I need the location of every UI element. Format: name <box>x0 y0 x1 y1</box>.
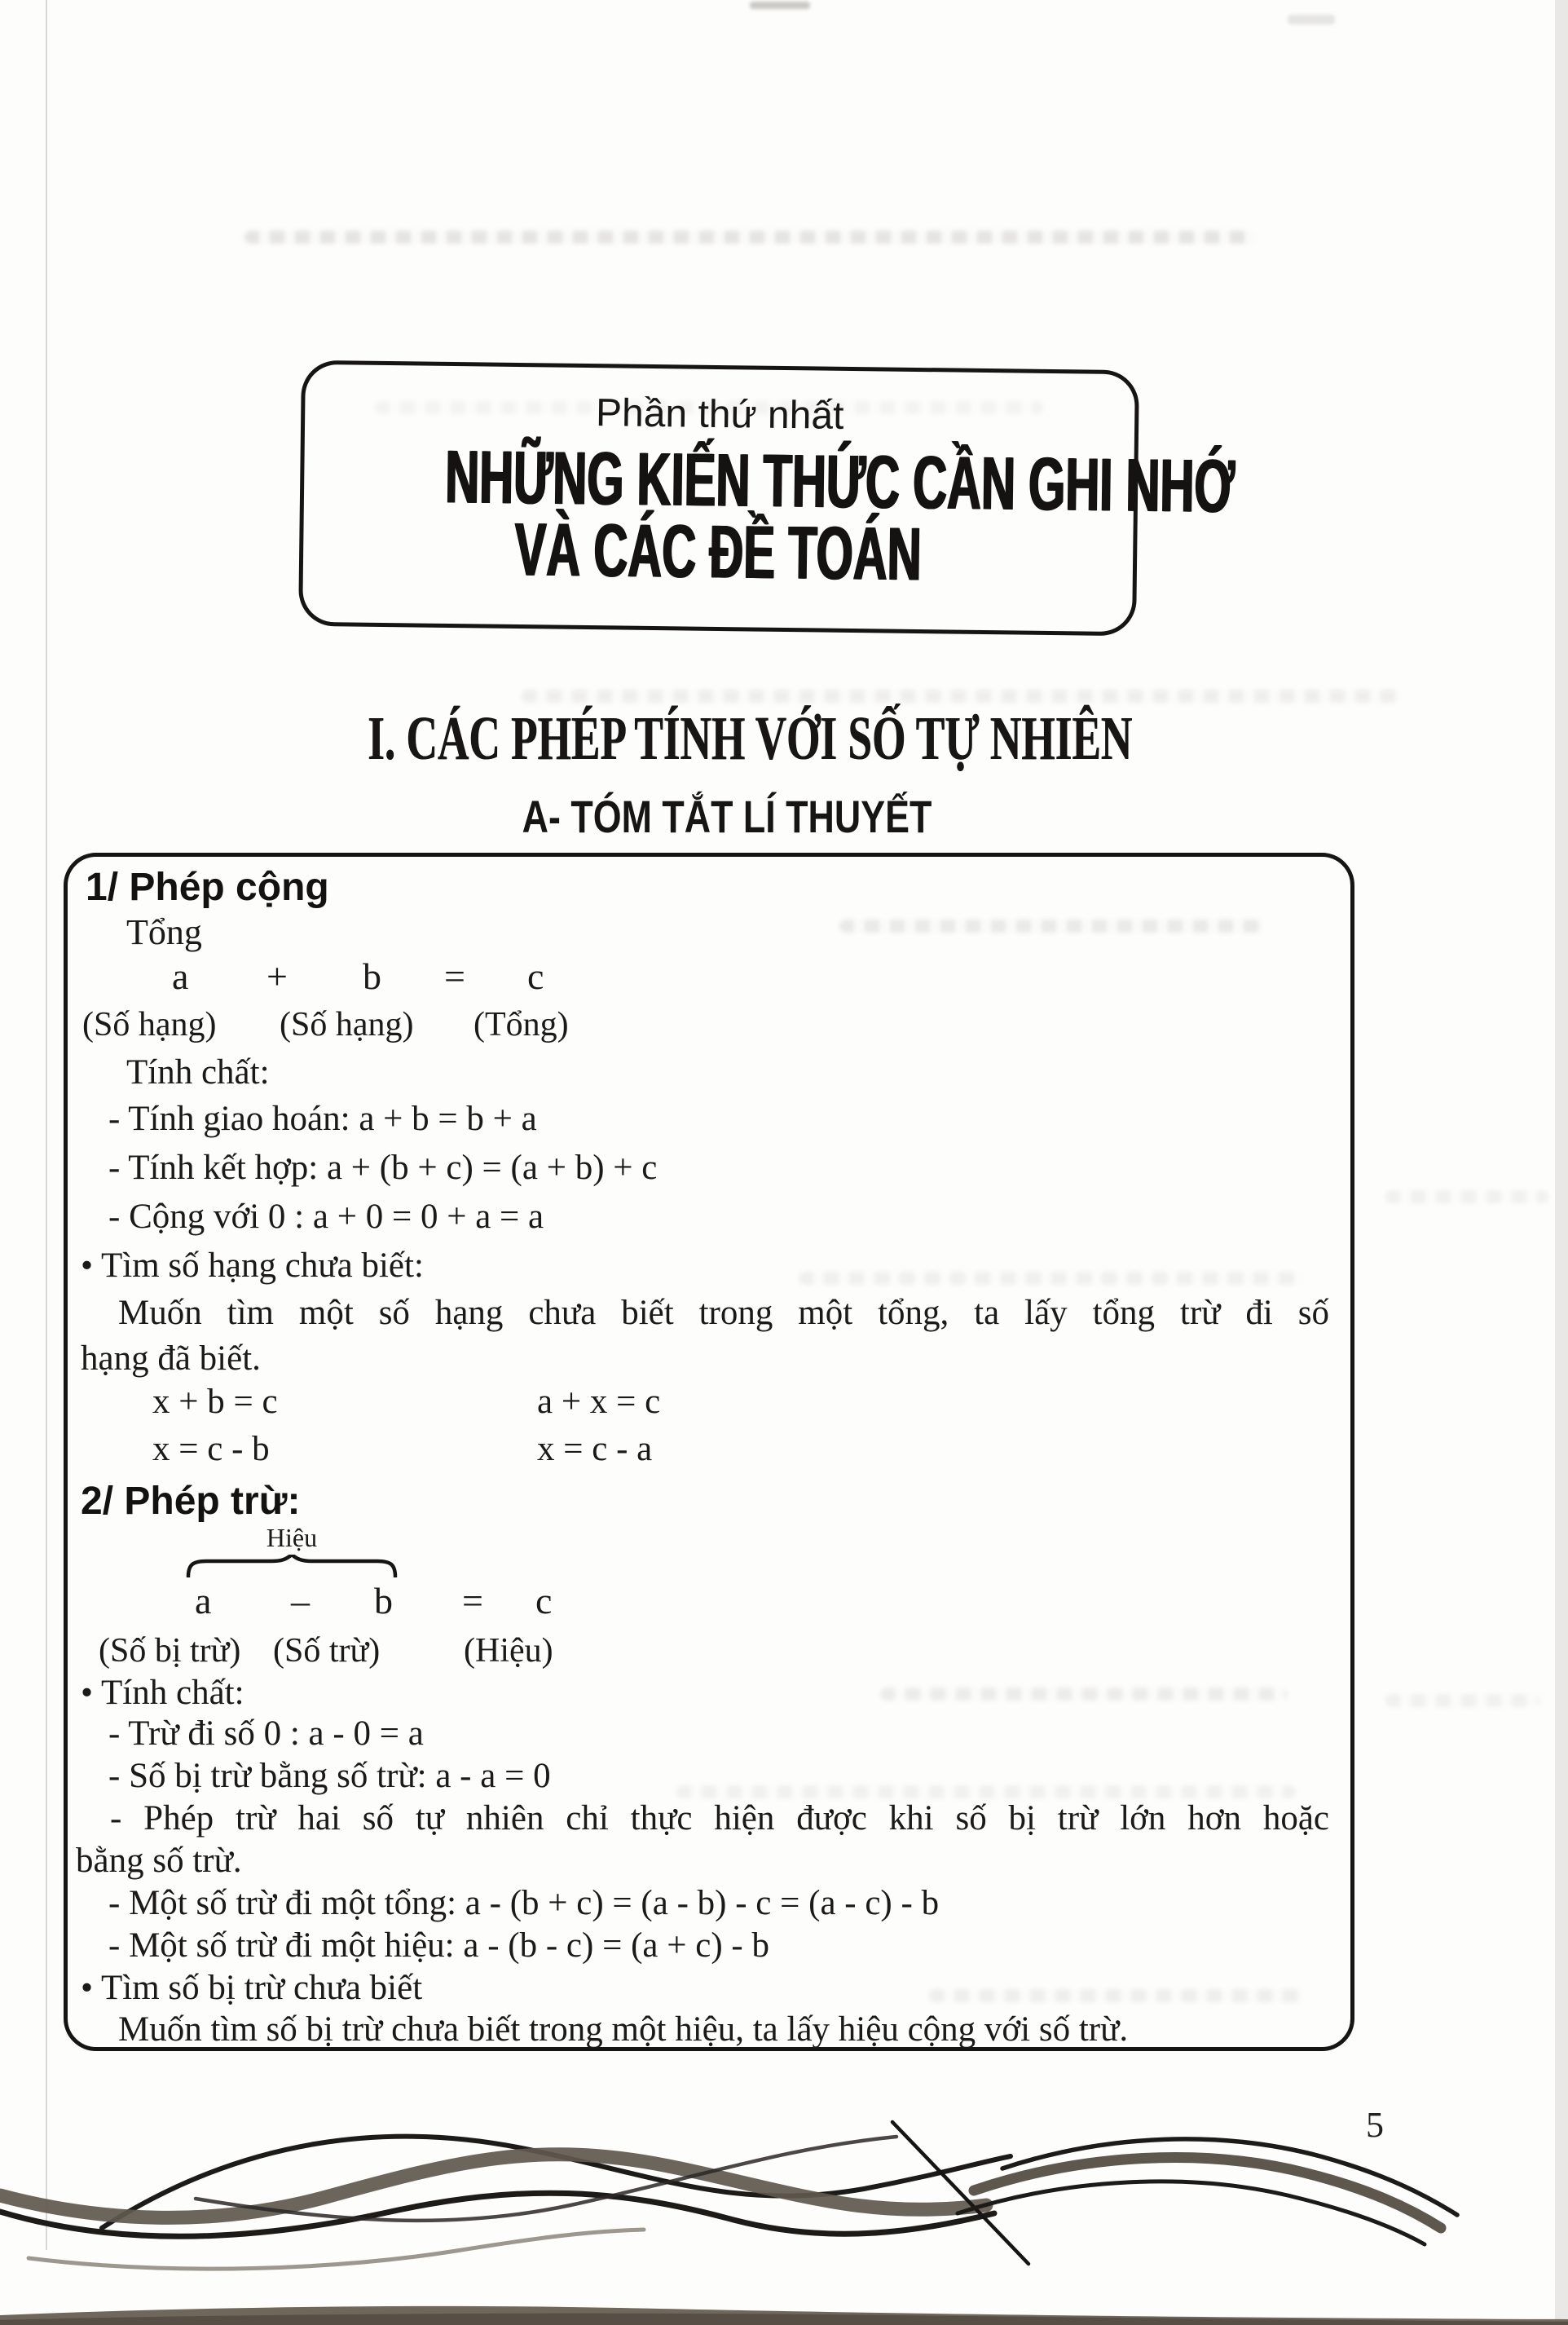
formula-term-c: c <box>527 955 544 997</box>
bleed-through-text <box>1385 1694 1540 1707</box>
part-title <box>303 434 1235 597</box>
overbrace-icon <box>185 1555 399 1577</box>
addition-example-row <box>81 1429 1329 1476</box>
addition-find-text-line2: hạng đã biết. <box>81 1339 261 1378</box>
sum-label: (Tổng) <box>473 1006 569 1043</box>
equals-sign: = <box>462 1580 483 1621</box>
addition-example-row <box>81 1382 1329 1429</box>
addition-property: - Tính kết hợp: a + (b + c) = (a + b) + c <box>108 1149 658 1187</box>
subsection-heading: A- TÓM TẮT LÍ THUYẾT <box>522 791 932 842</box>
bleed-through-text <box>522 690 1402 703</box>
addend-label: (Số hạng) <box>82 1006 217 1043</box>
minuend-label: (Số bị trừ) <box>99 1632 241 1670</box>
formula-term-b: b <box>374 1580 393 1621</box>
theory-box <box>64 853 1354 2051</box>
difference-label: (Hiệu) <box>464 1632 553 1670</box>
subtraction-property: - Một số trừ đi một hiệu: a - (b - c) = (a + c) - b <box>108 1926 769 1965</box>
subtraction-find-title: • Tìm số bị trừ chưa biết <box>81 1969 423 2007</box>
difference-brace-label: Hiệu <box>266 1523 318 1552</box>
scan-edge-band <box>1555 0 1568 2325</box>
page-edge-shadow <box>0 2304 1568 2325</box>
section-heading: I. CÁC PHÉP TÍNH VỚI SỐ TỰ NHIÊN <box>368 704 1133 773</box>
footer-swoosh-decoration <box>0 2091 1483 2279</box>
subtraction-formula <box>81 1524 1329 1631</box>
formula-term-a: a <box>172 955 189 997</box>
subtraction-property: - Một số trừ đi một tổng: a - (b + c) = (a - b) - c = (a - c) - b <box>108 1884 940 1922</box>
addition-find-title: • Tìm số hạng chưa biết: <box>81 1246 424 1285</box>
scan-speck <box>1288 15 1335 24</box>
subtraction-property: - Số bị trừ bằng số trừ: a - a = 0 <box>108 1757 551 1795</box>
scan-speck <box>750 2 810 9</box>
subtraction-heading: 2/ Phép trừ: <box>81 1480 301 1523</box>
minus-sign: – <box>291 1580 310 1621</box>
addition-formula <box>81 955 1329 1005</box>
addition-formula-labels <box>81 1005 1329 1051</box>
subtraction-property: - Trừ đi số 0 : a - 0 = a <box>108 1714 424 1753</box>
page-number: 5 <box>1366 2105 1384 2145</box>
equation: x + b = c <box>152 1383 278 1421</box>
addend-label: (Số hạng) <box>280 1006 414 1043</box>
subtraction-find-text: Muốn tìm số bị trừ chưa biết trong một hiệu, ta lấy hiệu cộng với số trừ. <box>118 2010 1129 2049</box>
addition-heading: 1/ Phép cộng <box>86 866 329 909</box>
subtraction-property-line2: bằng số trừ. <box>76 1842 242 1880</box>
addition-find-text-line1: Muốn tìm một số hạng chưa biết trong một tổng, ta lấy tổng trừ đi số <box>118 1294 1329 1332</box>
addition-sum-label: Tổng <box>126 912 202 952</box>
addition-property: - Tính giao hoán: a + b = b + a <box>108 1100 537 1138</box>
part-title-line1: NHỮNG KIẾN THỨC CẦN GHI NHỚ <box>444 434 1235 529</box>
formula-term-a: a <box>195 1580 212 1621</box>
equals-sign: = <box>444 955 465 997</box>
addition-properties-title: Tính chất: <box>126 1053 270 1092</box>
part-title-line2: VÀ CÁC ĐỀ TOÁN <box>514 506 923 597</box>
formula-term-b: b <box>363 955 381 997</box>
part-label: Phần thứ nhất <box>595 391 844 438</box>
subtraction-formula-tokens <box>81 1579 1329 1628</box>
plus-sign: + <box>266 955 288 997</box>
addition-property: - Cộng với 0 : a + 0 = 0 + a = a <box>108 1198 544 1236</box>
equation: x = c - a <box>537 1430 653 1468</box>
equation: a + x = c <box>537 1383 661 1421</box>
equation: x = c - b <box>152 1430 270 1468</box>
subtrahend-label: (Số trừ) <box>273 1632 381 1670</box>
part-title-box <box>298 360 1235 637</box>
bleed-through-text <box>1385 1190 1548 1203</box>
formula-term-c: c <box>535 1580 553 1621</box>
subtraction-formula-labels <box>81 1631 1329 1674</box>
scan-margin-line <box>46 0 47 2250</box>
subtraction-properties-title: • Tính chất: <box>81 1674 244 1712</box>
subtraction-property-line1: - Phép trừ hai số tự nhiên chỉ thực hiện được khi số bị trừ lớn hơn hoặc <box>110 1799 1329 1838</box>
bleed-through-text <box>244 231 1255 244</box>
